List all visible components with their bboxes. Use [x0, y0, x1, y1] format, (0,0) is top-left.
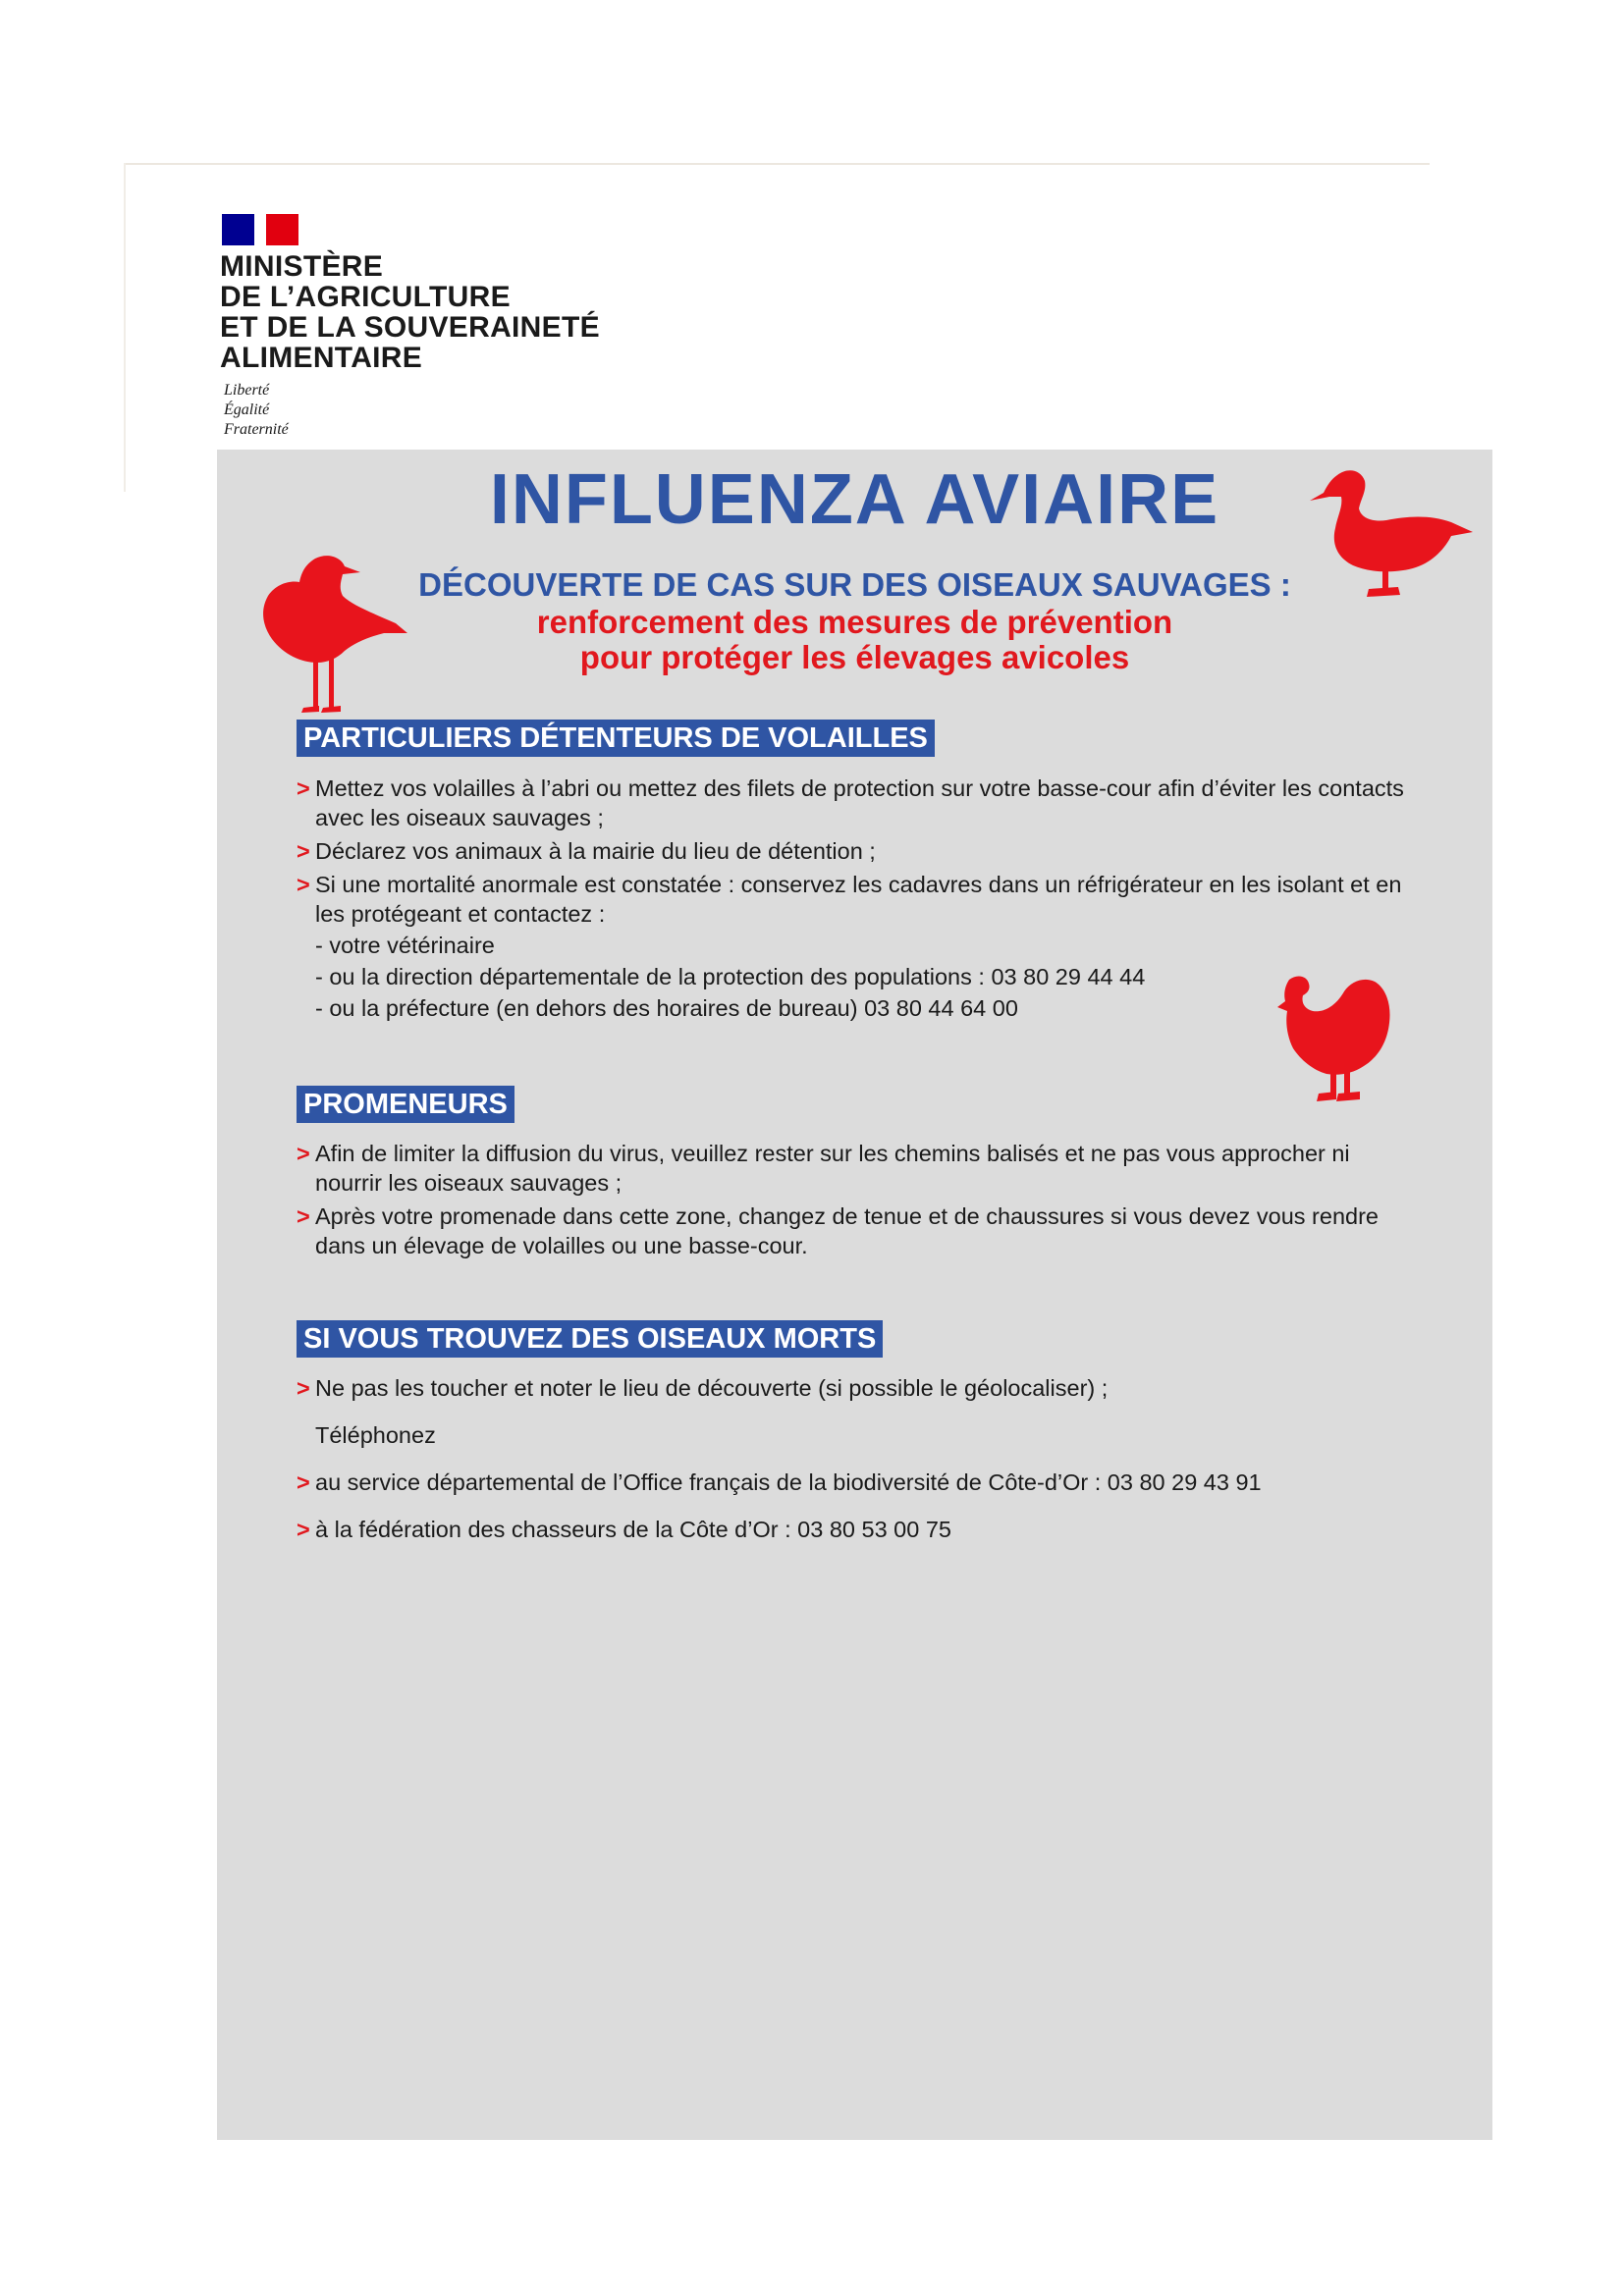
oiseaux-morts-list: [296, 1373, 1415, 1403]
header-side-divider: [124, 163, 126, 492]
contact-line: - votre vétérinaire: [315, 933, 495, 958]
subtitle-red-line: pour protéger les élevages avicoles: [579, 639, 1130, 675]
list-item: > Déclarez vos animaux à la mairie du lieu de détention ;: [296, 836, 1415, 866]
subtitle-red-line: renforcement des mesures de prévention: [536, 604, 1173, 640]
seagull-icon: [258, 553, 411, 720]
telephone-label: Téléphonez: [315, 1422, 436, 1448]
promeneurs-list: [296, 1139, 1415, 1260]
ministry-name: [220, 251, 600, 373]
ministry-line: MINISTÈRE: [220, 250, 384, 283]
ministry-logo: [220, 214, 613, 450]
list-item: > à la fédération des chasseurs de la Côte d’Or : 03 80 53 00 75: [296, 1515, 1415, 1544]
poster-subtitle: DÉCOUVERTE DE CAS SUR DES OISEAUX SAUVAGES :: [418, 566, 1291, 603]
section-heading-promeneurs: PROMENEURS: [297, 1086, 514, 1123]
header-divider: [124, 163, 1430, 165]
list-item: > Si une mortalité anormale est constatée : conservez les cadavres dans un réfrigérateur en les isolant et en les protégeant et contactez :: [296, 870, 1415, 929]
contact-line: - ou la direction départementale de la protection des populations : 03 80 29 44 44: [315, 964, 1146, 989]
republic-motto: [224, 381, 289, 440]
list-item: > Mettez vos volailles à l’abri ou mettez des filets de protection sur votre basse-cour afin d’éviter les contacts avec les oiseaux sauvages ;: [296, 774, 1415, 832]
list-item: > Afin de limiter la diffusion du virus, veuillez rester sur les chemins balisés et ne pas vous approcher ni nourrir les oiseaux sauvages ;: [296, 1139, 1415, 1198]
poster-title: INFLUENZA AVIAIRE: [489, 460, 1220, 539]
ministry-line: ET DE LA SOUVERAINETÉ: [220, 311, 600, 344]
particuliers-list: [296, 774, 1415, 1023]
motto-line: Fraternité: [224, 421, 289, 438]
motto-line: Égalité: [224, 401, 270, 418]
list-item: > au service départemental de l’Office français de la biodiversité de Côte-d’Or : 03 80 29 43 91: [296, 1468, 1415, 1497]
poster: [217, 450, 1492, 2140]
list-item: > Ne pas les toucher et noter le lieu de découverte (si possible le géolocaliser) ;: [296, 1373, 1415, 1403]
motto-line: Liberté: [224, 382, 270, 399]
contact-line: - ou la préfecture (en dehors des horaires de bureau) 03 80 44 64 00: [315, 995, 1018, 1021]
section-heading-oiseaux-morts: SI VOUS TROUVEZ DES OISEAUX MORTS: [297, 1320, 883, 1358]
telephone-list: [296, 1468, 1415, 1544]
list-item: > Après votre promenade dans cette zone, changez de tenue et de chaussures si vous devez vous rendre dans un élevage de volailles ou une basse-cour.: [296, 1201, 1415, 1260]
ministry-line: ALIMENTAIRE: [220, 342, 423, 374]
french-flag-icon: [222, 214, 298, 245]
ministry-line: DE L’AGRICULTURE: [220, 281, 511, 313]
duck-icon: [1308, 467, 1475, 607]
section-heading-particuliers: PARTICULIERS DÉTENTEURS DE VOLAILLES: [297, 720, 935, 757]
